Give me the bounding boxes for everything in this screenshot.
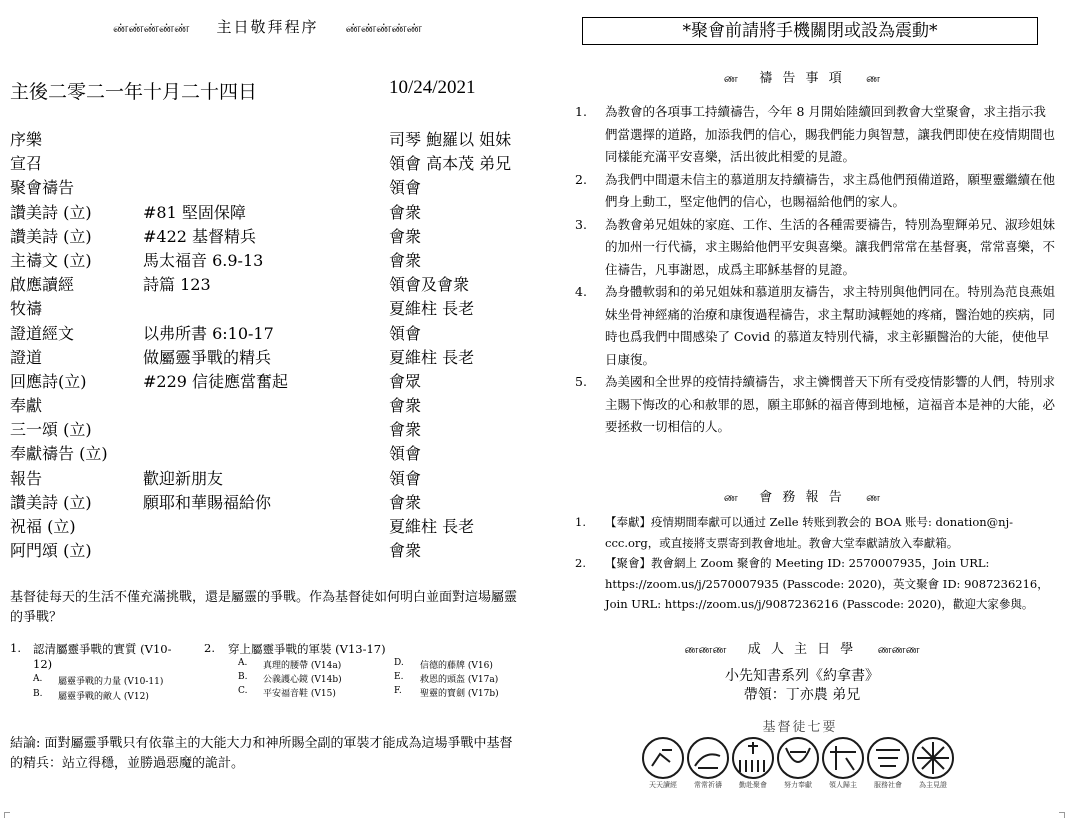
order-leader: 司琴 鮑羅以 姐妹 — [389, 130, 512, 149]
order-item: 阿門頌 (立) — [10, 541, 92, 561]
order-item: 啟應讀經 — [10, 275, 75, 295]
point-1-number: 1. — [10, 641, 21, 655]
order-row — [10, 128, 530, 152]
prayer-list — [575, 101, 1057, 439]
seven-essential-label: 為主見證 — [919, 781, 947, 789]
order-leader: 夏維柱 長老 — [389, 299, 475, 319]
order-row — [10, 346, 530, 370]
phone-notice: *聚會前請將手機關閉或設為震動* — [582, 17, 1038, 45]
prayer-item-number: 5. — [575, 374, 587, 389]
order-item: 讚美詩 (立) — [10, 202, 92, 222]
order-detail: 做屬靈爭戰的精兵 — [143, 347, 272, 367]
order-item: 聚會禱告 — [10, 178, 75, 198]
point-1-sub-a: 屬靈爭戰的力量 (V10-11) — [58, 677, 164, 687]
order-row — [10, 394, 530, 418]
point-2-sub-e-key: E. — [394, 672, 404, 682]
bible-reading-icon — [643, 738, 683, 778]
point-2-sub-f: 聖靈的寶劍 (V17b) — [420, 689, 499, 699]
page-corner-mark — [1059, 812, 1065, 818]
ornament-left: ண — [723, 491, 738, 504]
news-item-number: 1. — [575, 515, 586, 529]
order-row — [10, 225, 530, 249]
seven-essential-label: 領人歸主 — [829, 781, 857, 789]
order-item: 宣召 — [10, 154, 43, 174]
prayer-item-text: 為身體軟弱和的弟兄姐妹和慕道朋友禱告，求主特別與他們同在。特別為范良燕姐妹坐骨神經痛的治療和康復過程禱告，求主幫助減輕她的疼痛，醫治她的疾病，同時也爲我們中間感染了 Covid 的慕道友特別代禱，求主彰顯醫治的大能，使他早日康復。 — [605, 284, 1056, 367]
prayer-item-text: 為教會的各項事工持續禱告，今年 8 月開始陸續回到教會大堂聚會，求主指示我們當選擇的道路，加添我們的信心，賜我們能力與智慧，讓我們即使在疫情期間也同樣能充滿平安喜樂，活出彼此相愛的見證。 — [605, 104, 1056, 164]
seven-essentials-title: 基督徒七要 — [762, 720, 838, 735]
ornament-right: ணணண — [877, 643, 920, 656]
order-row — [10, 418, 530, 442]
order-detail: 歡迎新朋友 — [143, 468, 224, 488]
order-leader: 領會 — [389, 178, 422, 198]
news-heading: 會 務 報 告 — [759, 490, 845, 505]
order-item: 證道 — [10, 347, 43, 367]
order-leader: 夏維柱 長老 — [389, 517, 475, 536]
prayer-item — [575, 281, 1057, 371]
order-item: 三一頌 (立) — [10, 420, 92, 440]
order-detail: #81 堅固保障 — [143, 202, 246, 222]
prayer-item-number: 3. — [575, 216, 587, 232]
sermon-conclusion: 結論: 面對屬靈爭戰只有依靠主的大能大力和神所賜全副的軍裝才能成為這場爭戰中基督的精兵：站立得穩，並勝過惡魔的詭計。 — [10, 736, 513, 771]
adult-school-leader: 帶領：丁亦農 弟兄 — [743, 687, 861, 703]
order-item: 回應詩(立) — [10, 371, 87, 391]
ornament-left: ணணண — [684, 643, 727, 656]
order-row — [10, 273, 530, 297]
news-heading-line — [535, 486, 1069, 506]
order-leader: 會衆 — [389, 250, 422, 270]
order-row — [10, 297, 530, 321]
prayer-item — [575, 101, 1057, 169]
prayer-item-number: 1. — [575, 104, 587, 119]
point-2-sub-c-key: C. — [238, 686, 248, 696]
order-leader: 會衆 — [389, 420, 422, 440]
point-2-sub-b: 公義護心鏡 (V14b) — [263, 675, 342, 685]
right-page — [535, 0, 1069, 821]
point-2-sub-d: 信德的藤牌 (V16) — [420, 661, 493, 671]
order-row — [10, 539, 530, 563]
seven-essential-label: 勤赴聚會 — [739, 781, 767, 789]
ornament-right: ண — [866, 491, 881, 504]
point-1-text-cont: 12) — [33, 657, 53, 671]
point-2-sub-a-key: A. — [238, 658, 248, 668]
seven-essential-label: 常常祈禱 — [694, 781, 722, 789]
program-title: 主日敬拜程序 — [216, 18, 319, 36]
point-1-sub-a-key: A. — [33, 674, 43, 684]
order-of-service — [10, 128, 530, 563]
order-leader: 領會及會衆 — [389, 275, 470, 295]
news-item — [575, 553, 1057, 615]
news-item-number: 2. — [575, 556, 586, 570]
point-1-text: 認清屬靈爭戰的實質 (V10- — [33, 642, 172, 656]
order-leader: 領會 — [389, 468, 422, 488]
order-row — [10, 515, 530, 539]
adult-school-info — [535, 667, 1069, 705]
order-leader: 會衆 — [389, 541, 422, 561]
prayer-item — [575, 169, 1057, 214]
order-row — [10, 201, 530, 225]
order-detail: 馬太福音 6.9-13 — [143, 250, 264, 270]
order-leader: 領會 — [389, 444, 422, 464]
witness-figure — [917, 742, 949, 774]
order-item: 讚美詩 (立) — [10, 492, 92, 512]
prayer-item-number: 4. — [575, 284, 587, 299]
point-2-sub-b-key: B. — [238, 672, 248, 682]
seven-essentials-labels — [640, 780, 960, 792]
order-item: 奉獻 — [10, 396, 43, 416]
order-row — [10, 491, 530, 515]
ornament-left: ண்ண்ண்ண்ண் — [113, 21, 190, 35]
page-corner-mark — [4, 812, 10, 818]
order-detail: 以弗所書 6:10-17 — [143, 323, 274, 343]
order-row — [10, 176, 530, 200]
news-item — [575, 512, 1057, 553]
prayer-item-number: 2. — [575, 171, 587, 187]
point-1-sub-b: 屬靈爭戰的敵人 (V12) — [58, 692, 149, 702]
offering-figure — [786, 748, 810, 762]
order-leader: 會眾 — [389, 371, 422, 391]
news-list — [575, 512, 1057, 615]
gathering-figure — [740, 742, 764, 772]
order-detail: #229 信徒應當奮起 — [143, 371, 289, 391]
order-item: 讚美詩 (立) — [10, 226, 92, 246]
point-2-sub-c: 平安福音鞋 (V15) — [263, 689, 336, 699]
order-row — [10, 442, 530, 466]
order-detail: #422 基督精兵 — [143, 226, 257, 246]
adult-school-heading: 成 人 主 日 學 — [747, 642, 857, 657]
seven-essential-label: 努力奉獻 — [784, 781, 812, 789]
ornament-right: ண — [866, 72, 881, 85]
point-2-sub-a: 真理的腰帶 (V14a) — [263, 661, 342, 671]
order-leader: 領會 — [389, 323, 422, 343]
order-leader: 會衆 — [389, 396, 422, 416]
point-2-number: 2. — [204, 641, 215, 655]
adult-school-heading-line — [535, 638, 1069, 658]
order-item: 牧禱 — [10, 299, 43, 319]
order-item: 祝福 (立) — [10, 517, 76, 536]
prayer-item-text: 為教會弟兄姐妹的家庭、工作、生活的各種需要禱告，特別為聖輝弟兄、淑珍姐妹的加州一行代禱，求主賜給他們平安與喜樂。讓我們常常在基督裏，常常喜樂，不住禱告，凡事謝恩，成爲主耶穌基督的見證。 — [605, 216, 1056, 277]
ornament-left: ண — [723, 72, 738, 85]
order-row — [10, 249, 530, 273]
prayer-item — [575, 214, 1057, 282]
bible-reading-figure — [652, 750, 672, 766]
order-row — [10, 467, 530, 491]
seven-essential-label: 天天讀經 — [649, 781, 677, 789]
order-detail: 願耶和華賜福給你 — [143, 492, 272, 512]
sermon-intro: 基督徒每天的生活不僅充滿挑戰，還是屬靈的爭戰。作為基督徒如何明白並面對這場屬靈的爭戰？ — [10, 590, 518, 625]
point-2-sub-f-key: F. — [394, 686, 402, 696]
order-row — [10, 322, 530, 346]
prayer-item-text: 為我們中間還未信主的慕道朋友持續禱告，求主爲他們預備道路，願聖靈繼續在他們身上動工，堅定他們的信心，也賜福給他們的家人。 — [605, 171, 1056, 209]
prayer-heading: 禱 告 事 項 — [759, 71, 845, 86]
news-item-text: 【奉獻】疫情期間奉獻可以通过 Zelle 转账到教会的 BOA 账号: donation@nj-ccc.org，或直接將支票寄到教會地址。教會大堂奉獻請放入奉獻箱。 — [605, 515, 1014, 550]
order-leader: 會衆 — [389, 492, 422, 512]
order-item: 序樂 — [10, 130, 43, 149]
program-title-line — [0, 16, 535, 37]
praying-figure — [695, 754, 720, 768]
date-english: 10/24/2021 — [389, 77, 476, 98]
prayer-item — [575, 371, 1057, 439]
evangelism-figure — [830, 746, 856, 770]
praying-icon — [688, 738, 728, 778]
offering-icon — [778, 738, 818, 778]
date-chinese: 主後二零二一年十月二十四日 — [10, 81, 258, 103]
order-item: 報告 — [10, 468, 43, 488]
order-leader: 夏維柱 長老 — [389, 347, 475, 367]
adult-school-series: 小先知書系列《約拿書》 — [725, 668, 879, 684]
news-item-text: 【聚會】教會網上 Zoom 聚會的 Meeting ID: 2570007935，Join URL: https://zoom.us/j/2570007935 (Passcode: 2020)，英文聚會 ID: 9087236216，Join URL: https://zoom.us/j/9087236216 (Passcode: 2020)，歡迎大家參與。 — [605, 556, 1049, 611]
point-2-sub-d-key: D. — [394, 658, 404, 668]
service-figure — [876, 750, 900, 766]
point-2-sub-e: 救恩的頭盔 (V17a) — [420, 675, 499, 685]
order-row — [10, 152, 530, 176]
order-leader: 會衆 — [389, 202, 422, 222]
seven-essential-label: 服務社會 — [874, 781, 902, 789]
prayer-item-text: 為美國和全世界的疫情持續禱告，求主憐憫普天下所有受疫情影響的人們，特別求主賜下悔改的心和赦罪的恩，願主耶穌的福音傳到地極，這福音本是神的大能，必要拯救一切相信的人。 — [605, 374, 1056, 434]
order-item: 主禱文 (立) — [10, 250, 92, 270]
order-row — [10, 370, 530, 394]
point-1-sub-b-key: B. — [33, 689, 43, 699]
seven-essentials-icons — [640, 736, 960, 780]
order-item: 奉獻禱告 (立) — [10, 444, 108, 464]
seven-essentials-graphic — [640, 716, 960, 790]
order-item: 證道經文 — [10, 323, 75, 343]
point-2-text: 穿上屬靈爭戰的軍裝 (V13-17) — [228, 642, 386, 656]
ornament-right: ண்ண்ண்ண்ண் — [345, 21, 422, 35]
evangelism-icon — [823, 738, 863, 778]
order-detail: 詩篇 123 — [143, 275, 211, 295]
order-leader: 會衆 — [389, 226, 422, 246]
order-leader: 領會 高本茂 弟兄 — [389, 154, 512, 174]
prayer-heading-line — [535, 67, 1069, 87]
